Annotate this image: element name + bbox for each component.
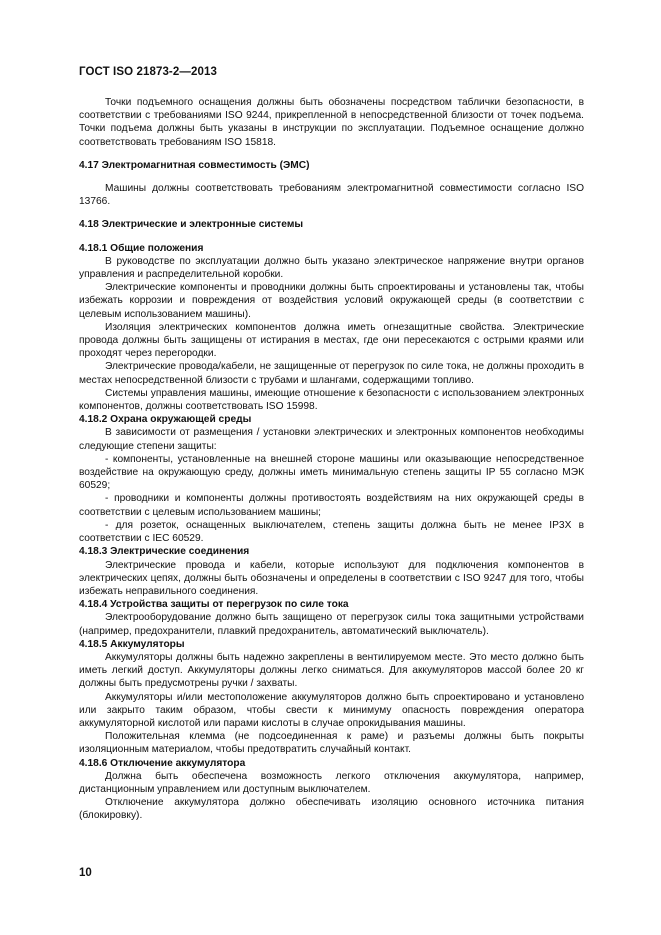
subsection-heading-4-18-1: 4.18.1 Общие положения	[79, 242, 204, 254]
subsection-heading-4-18-4: 4.18.4 Устройства защиты от перегрузок по силе тока	[79, 599, 349, 611]
paragraph-overcurrent: Электрооборудование должно быть защищено от перегрузок силы тока защитными устройствами (например, предохранители, плавкий предохранитель, автоматический выключатель).	[79, 612, 584, 637]
paragraph-lifting-points: Точки подъемного оснащения должны быть обозначены посредством таблички безопасности, в соответствии с требованиями ISO 9244, прикрепленной в непосредственной близости от точек подъема. Точки подъема должны быть указаны в инструкции по эксплуатации. Подъемное оснащение должно соответствовать требованиям ISO 15818.	[79, 97, 584, 148]
paragraph-battery-acid: Аккумуляторы и/или местоположение аккумуляторов должно быть спроектировано и установлено или закрыто таким образом, чтобы свести к минимуму опасность повреждения оператора аккумуляторной кислотой или парами кислоты в случае опрокидывания машины.	[79, 691, 584, 729]
document-body	[79, 96, 584, 823]
list-item-external-components: - компоненты, установленные на внешней стороне машины или оказывающие непосредственное воздействие на окружающую среду, должны иметь минимальную степень защиты IP 55 согласно МЭК 60529;	[79, 453, 584, 492]
paragraph-battery-mounting: Аккумуляторы должны быть надежно закреплены в вентилируемом месте. Это место должно быть иметь легкий доступ. Аккумуляторы должны легко сниматься. Для аккумуляторов массой более 20 кг должны быть предусмотрены ручки / захваты.	[79, 651, 584, 690]
paragraph-battery-disconnect: Должна быть обеспечена возможность легкого отключения аккумулятора, например, дистанционным управлением или доступным выключателем.	[79, 770, 584, 795]
paragraph-components-corrosion: Электрические компоненты и проводники должны быть спроектированы и установлены так, чтобы избежать коррозии и повреждения от воздействия условий окружающей среды (в соответствии с целевым использованием машины).	[79, 282, 584, 320]
subsection-heading-4-18-3: 4.18.3 Электрические соединения	[79, 546, 250, 558]
paragraph-voltage: В руководстве по эксплуатации должно быть указано электрическое напряжение внутри органов управления и распределительной коробки.	[79, 255, 584, 281]
paragraph-protection-degrees: В зависимости от размещения / установки электрических и электронных компонентов необходимы следующие степени защиты:	[79, 427, 584, 452]
paragraph-battery-terminal: Положительная клемма (не подсоединенная к раме) и разъемы должны быть покрыты изоляционным материалом, чтобы предотвратить случайный контакт.	[79, 731, 584, 756]
paragraph-emc: Машины должны соответствовать требованиям электромагнитной совместимости согласно ISO 13766.	[79, 183, 584, 208]
subsection-heading-4-18-2: 4.18.2 Охрана окружающей среды	[79, 414, 252, 426]
section-heading-4-18: 4.18 Электрические и электронные системы	[79, 219, 304, 231]
paragraph-connections: Электрические провода и кабели, которые используют для подключения компонентов в электрических цепях, должны быть обозначены и определены в соответствии с ISO 9247 для того, чтобы избежать неправильного соединения.	[79, 559, 584, 597]
paragraph-battery-isolation: Отключение аккумулятора должно обеспечивать изоляцию основного источника питания (блокировку).	[79, 797, 584, 822]
list-item-conductors: - проводники и компоненты должны противостоять воздействиям на них окружающей среды в соответствии с целевым использованием машины;	[79, 493, 584, 518]
paragraph-control-systems: Системы управления машины, имеющие отношение к безопасности с использованием электронных компонентов, должны соответствовать ISO 15998.	[79, 387, 584, 413]
list-item-sockets: - для розеток, оснащенных выключателем, степень защиты должна быть не менее IP3X в соответствии с IEC 60529.	[79, 519, 584, 545]
section-heading-4-17: 4.17 Электромагнитная совместимость (ЭМС)	[79, 159, 310, 171]
paragraph-insulation: Изоляция электрических компонентов должна иметь огнезащитные свойства. Электрические провода должны быть защищены от истирания в местах, где они пересекаются с острыми краями или проходят через перегородки.	[79, 321, 584, 360]
document-header: ГОСТ ISO 21873-2—2013	[79, 66, 217, 78]
paragraph-wiring-fuel: Электрические провода/кабели, не защищенные от перегрузок по силе тока, не должны проходить в местах непосредственной близости с трубами и шлангами, содержащими топливо.	[79, 361, 584, 386]
subsection-heading-4-18-5: 4.18.5 Аккумуляторы	[79, 638, 185, 650]
subsection-heading-4-18-6: 4.18.6 Отключение аккумулятора	[79, 757, 246, 769]
page-number: 10	[79, 867, 92, 879]
